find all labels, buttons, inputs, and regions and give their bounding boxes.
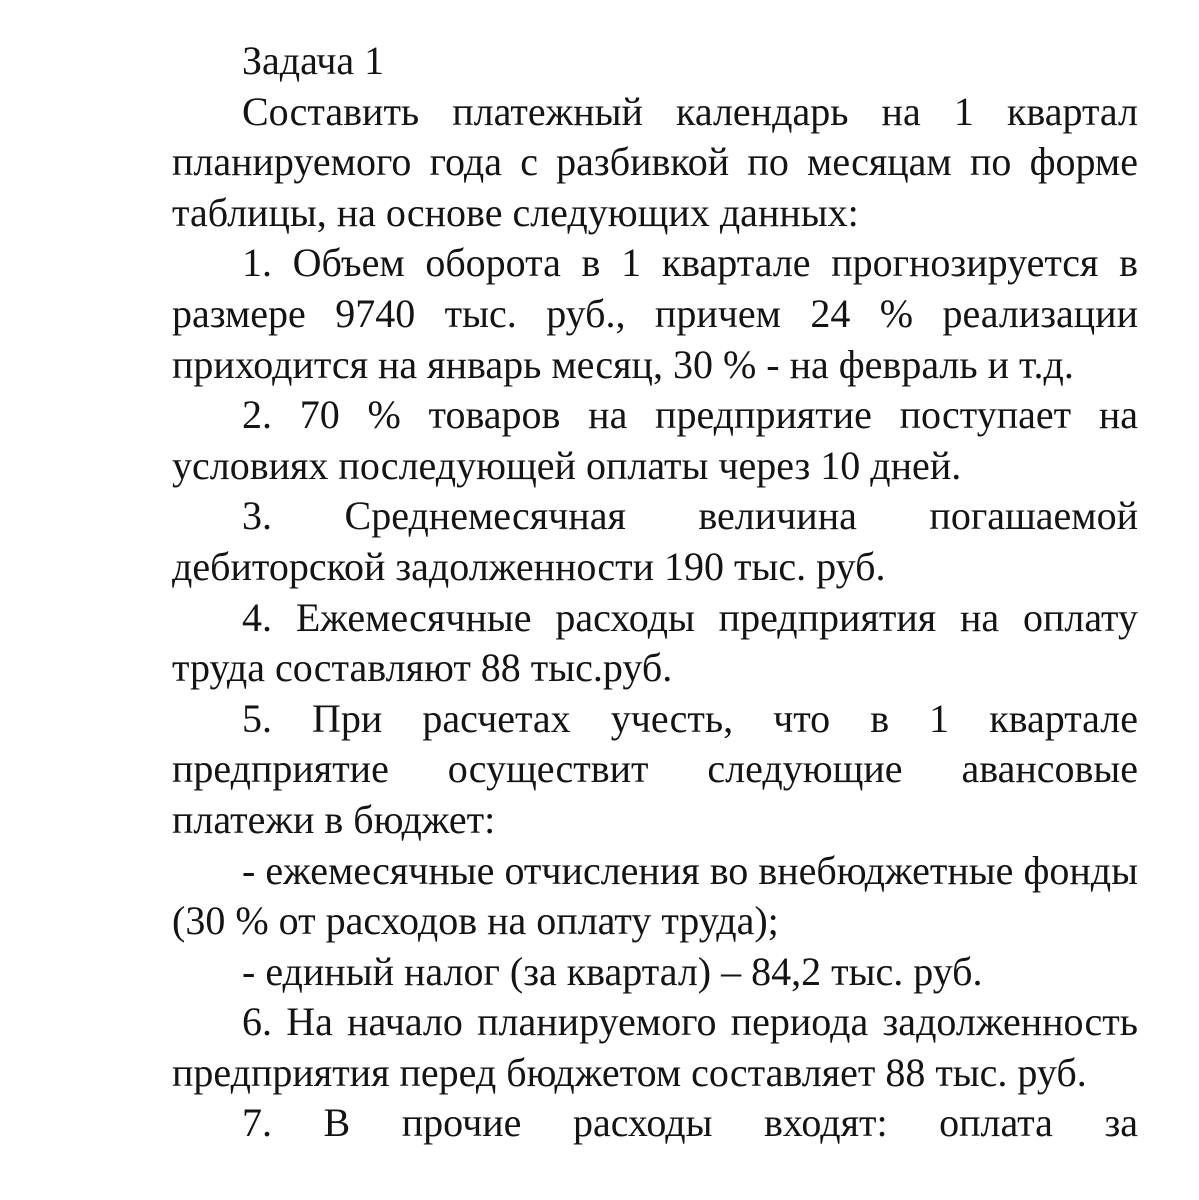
item-1: 1. Объем оборота в 1 квартале прогнозируется в размере 9740 тыс. руб., причем 24 % реализации приходится на январь месяц, 30 % - на февраль и т.д. <box>172 240 1138 387</box>
task-intro: Составить платежный календарь на 1 квартал планируемого года с разбивкой по месяцам по форме таблицы, на основе следующих данных: <box>172 88 1138 235</box>
item-4: 4. Ежемесячные расходы предприятия на оплату труда составляют 88 тыс.руб. <box>172 594 1138 691</box>
task-title: Задача 1 <box>242 38 385 83</box>
item-3: 3. Среднемесячная величина погашаемой дебиторской задолженности 190 тыс. руб. <box>172 493 1138 589</box>
document-text <box>172 36 1138 1149</box>
item-5-subitem-funds: - ежемесячные отчисления во внебюджетные фонды (30 % от расходов на оплату труда); <box>172 847 1138 944</box>
item-7: 7. В прочие расходы входят: оплата за <box>242 1100 1138 1146</box>
item-5: 5. При расчетах учесть, что в 1 квартале предприятие осуществит следующие авансовые платежи в бюджет: <box>172 695 1138 842</box>
item-6: 6. На начало планируемого периода задолженность предприятия перед бюджетом составляет 88 тыс. руб. <box>172 999 1138 1095</box>
item-5-subitem-tax: - единый налог (за квартал) – 84,2 тыс. руб. <box>242 948 983 994</box>
item-2: 2. 70 % товаров на предприятие поступает на условиях последующей оплаты через 10 дней. <box>172 392 1138 488</box>
